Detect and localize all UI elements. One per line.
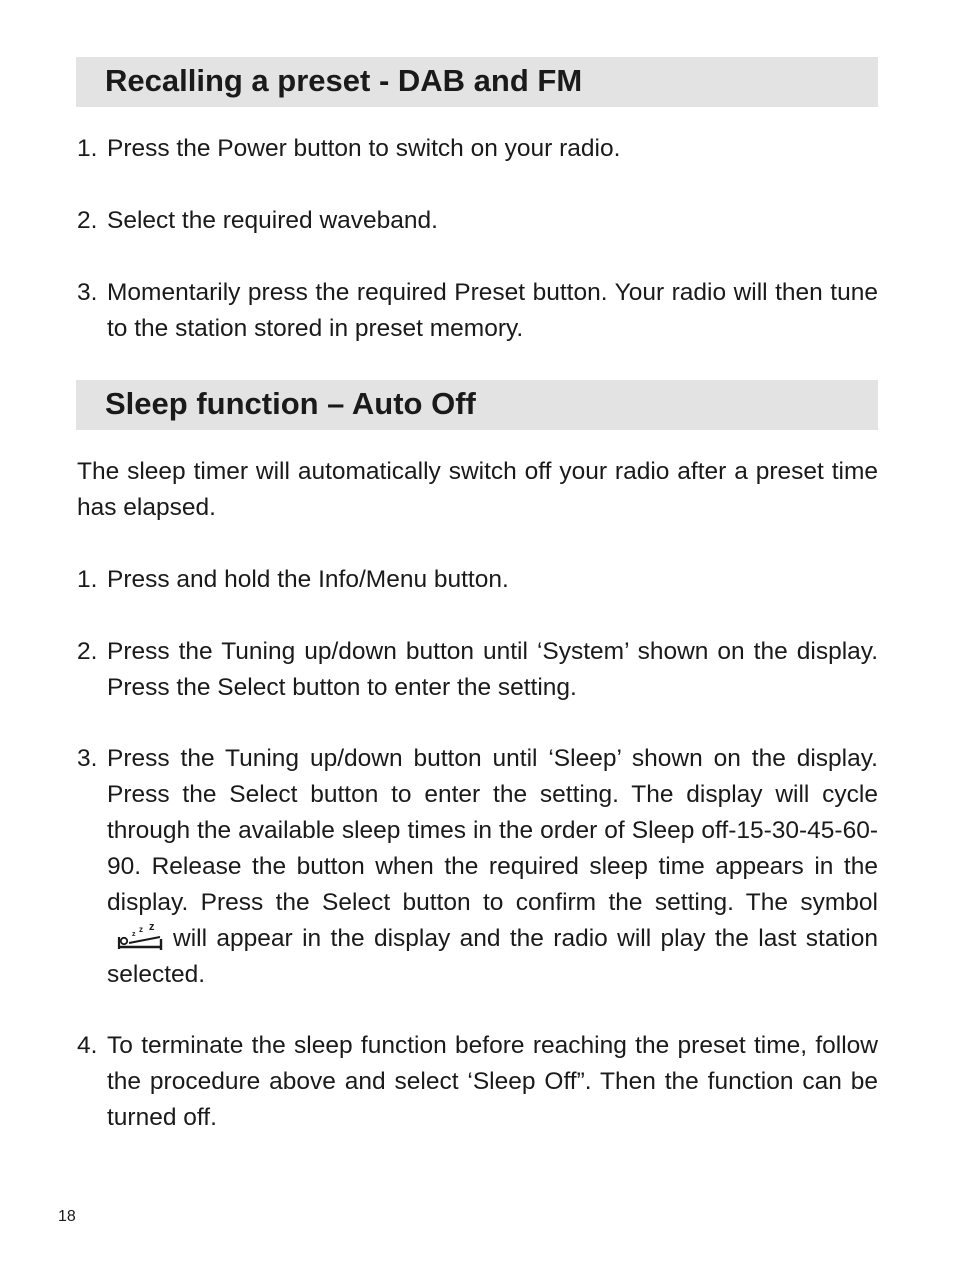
page-number: 18 [58, 1208, 76, 1225]
step-number: 3. [77, 279, 98, 306]
svg-text:z: z [139, 925, 143, 934]
list-item [77, 203, 878, 239]
step-number: 3. [77, 745, 98, 772]
list-item [77, 275, 878, 347]
list-item [77, 741, 878, 993]
list-item [77, 634, 878, 706]
svg-text:z: z [149, 922, 155, 933]
step-number: 1. [77, 135, 98, 162]
list-item [77, 1028, 878, 1136]
step-text: Press and hold the Info/Menu button. [107, 566, 509, 593]
step-text: Select the required waveband. [107, 207, 438, 234]
list-item [77, 131, 878, 167]
step-number: 2. [77, 207, 98, 234]
step-text: Press the Tuning up/down button until ‘System’ shown on the display. Press the Select button to enter the setting. [107, 638, 878, 701]
step-text-after: will appear in the display and the radio will play the last station selected. [107, 925, 878, 988]
section-heading-recalling-preset [76, 57, 878, 107]
sleep-symbol-icon [117, 922, 167, 952]
list-item [77, 562, 878, 598]
section-heading-sleep-function [76, 380, 878, 430]
step-text-before: Press the Tuning up/down button until ‘Sleep’ shown on the display. Press the Select button to enter the setting. The display will cycle through the available sleep times in the order of Sleep off-15-30-45-60-90. Release the button when the required sleep time appears in the display. Press the Select button to confirm the setting. The symbol [107, 745, 878, 916]
step-text: Press the Power button to switch on your radio. [107, 135, 621, 162]
step-text: To terminate the sleep function before reaching the preset time, follow the procedure above and select ‘Sleep Off”. Then the function can be turned off. [107, 1032, 878, 1131]
step-number: 2. [77, 638, 98, 665]
intro-paragraph: The sleep timer will automatically switch off your radio after a preset time has elapsed. [77, 458, 878, 521]
step-text [107, 741, 878, 993]
svg-text:z: z [132, 931, 136, 938]
section-title: Sleep function – Auto Off [105, 386, 476, 421]
step-number: 4. [77, 1032, 98, 1059]
step-text: Momentarily press the required Preset button. Your radio will then tune to the station stored in preset memory. [107, 279, 878, 342]
step-number: 1. [77, 566, 98, 593]
section-title: Recalling a preset - DAB and FM [105, 63, 583, 98]
